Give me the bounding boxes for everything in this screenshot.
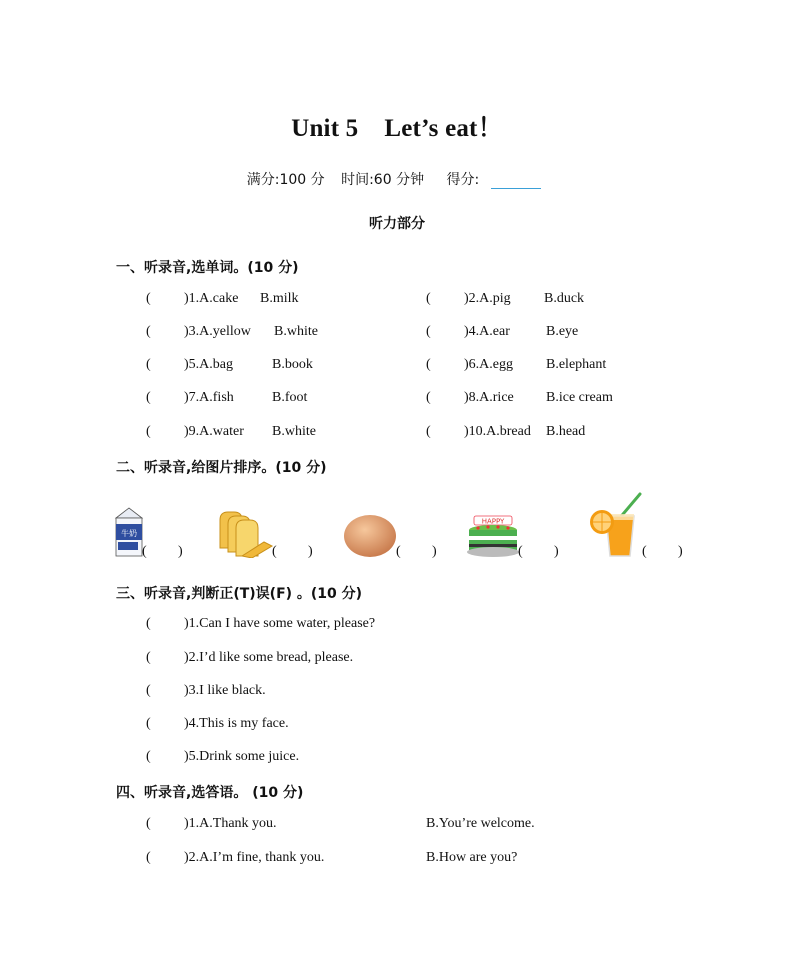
answer-paren[interactable]: ( (146, 650, 151, 665)
list-item: ( )9.A.water B.white (146, 424, 316, 439)
picture-paren-open[interactable]: ( (142, 544, 147, 559)
picture-paren-open[interactable]: ( (272, 544, 277, 559)
list-item: ( )1.A.cake B.milk (146, 291, 299, 306)
picture-paren-open[interactable]: ( (642, 544, 647, 559)
milk-carton-icon (112, 506, 146, 558)
part-label: 听力部分 (369, 216, 425, 232)
list-item: ( )3.I like black. (146, 683, 266, 698)
list-item: ( )1.Can I have some water, please? (146, 616, 376, 631)
section-3-heading: 三、听录音,判断正(T)误(F) 。(10 分) (116, 586, 363, 602)
answer-paren[interactable]: ( (426, 291, 431, 306)
answer-paren[interactable]: ( (426, 390, 431, 405)
score-blank[interactable] (491, 174, 541, 189)
time-limit: 时间:60 分钟 (341, 172, 425, 188)
orange-juice-icon (588, 492, 644, 558)
answer-paren[interactable]: ( (146, 390, 151, 405)
answer-paren[interactable]: ( (146, 816, 151, 831)
section-4-heading: 四、听录音,选答语。 (10 分) (116, 785, 304, 801)
answer-paren[interactable]: ( (146, 749, 151, 764)
birthday-cake-icon (466, 514, 520, 558)
picture-paren-close: ) (432, 544, 437, 559)
answer-paren[interactable]: ( (426, 424, 431, 439)
picture-paren-close: ) (308, 544, 313, 559)
list-item: ( )10.A.bread B.head (426, 424, 586, 439)
answer-paren[interactable]: ( (146, 357, 151, 372)
unit-label: Unit 5 (291, 115, 359, 142)
title-text: Let’s eat！ (384, 115, 503, 142)
list-item: ( )2.A.I’m fine, thank you. B.How are you? (146, 850, 518, 865)
exam-meta (0, 169, 794, 189)
section-1-heading: 一、听录音,选单词。(10 分) (116, 260, 299, 276)
score-field[interactable] (441, 172, 548, 188)
list-item: ( )5.A.bag B.book (146, 357, 313, 372)
full-score: 满分:100 分 (246, 172, 325, 188)
picture-paren-close: ) (178, 544, 183, 559)
answer-paren[interactable]: ( (426, 357, 431, 372)
picture-paren-open[interactable]: ( (518, 544, 523, 559)
list-item: ( )4.A.ear B.eye (426, 324, 579, 339)
list-item: ( )4.This is my face. (146, 716, 289, 731)
page-title (0, 108, 794, 144)
carton-label: 牛奶 (121, 529, 137, 538)
egg-icon (342, 512, 398, 558)
answer-paren[interactable]: ( (146, 291, 151, 306)
answer-paren[interactable]: ( (146, 683, 151, 698)
list-item: ( )8.A.rice B.ice cream (426, 390, 613, 405)
answer-paren[interactable]: ( (146, 716, 151, 731)
answer-paren[interactable]: ( (146, 616, 151, 631)
list-item: ( )2.A.pig B.duck (426, 291, 585, 306)
picture-paren-close: ) (678, 544, 683, 559)
list-item: ( )3.A.yellow B.white (146, 324, 318, 339)
answer-paren[interactable]: ( (146, 424, 151, 439)
answer-paren[interactable]: ( (146, 324, 151, 339)
list-item: ( )1.A.Thank you. B.You’re welcome. (146, 816, 535, 831)
picture-paren-open[interactable]: ( (396, 544, 401, 559)
cake-topper-text: HAPPY (481, 517, 505, 526)
picture-paren-close: ) (554, 544, 559, 559)
score-label: 得分: (446, 172, 480, 188)
section-2-heading: 二、听录音,给图片排序。(10 分) (116, 460, 327, 476)
list-item: ( )7.A.fish B.foot (146, 390, 308, 405)
answer-paren[interactable]: ( (426, 324, 431, 339)
bread-icon (212, 510, 274, 558)
list-item: ( )5.Drink some juice. (146, 749, 300, 764)
list-item: ( )6.A.egg B.elephant (426, 357, 607, 372)
list-item: ( )2.I’d like some bread, please. (146, 650, 354, 665)
answer-paren[interactable]: ( (146, 850, 151, 865)
